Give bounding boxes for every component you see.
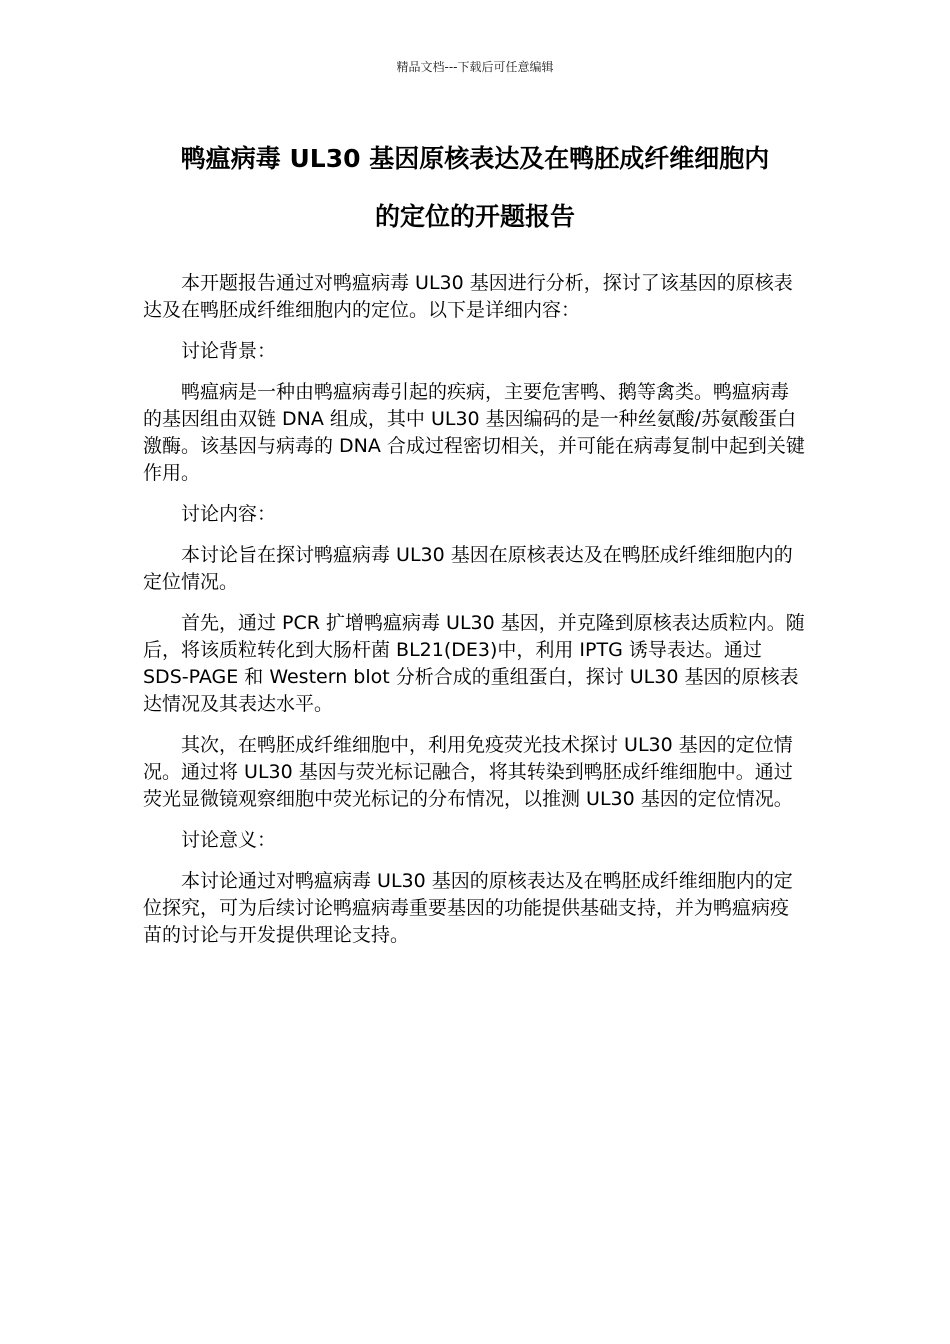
title-line-2: 的定位的开题报告 (374, 202, 575, 231)
section-heading-significance: 讨论意义： (181, 829, 277, 851)
content-paragraph-1: 本讨论旨在探讨鸭瘟病毒 UL30 基因在原核表达及在鸭胚成纤维细胞内的定位情况。 (143, 544, 793, 593)
content-paragraph-3: 其次，在鸭胚成纤维细胞中，利用免疫荧光技术探讨 UL30 基因的定位情况。通过将 UL30 基因与荧光标记融合，将其转染到鸭胚成纤维细胞中。通过荧光显微镜观察细胞中荧光标记的分布情况，以推测 UL30 基因的定位情况。 (143, 734, 793, 810)
title-line-1: 鸭瘟病毒 UL30 基因原核表达及在鸭胚成纤维细胞内 (180, 144, 770, 173)
document-title (120, 130, 830, 246)
background-paragraph: 鸭瘟病是一种由鸭瘟病毒引起的疾病，主要危害鸭、鹅等禽类。鸭瘟病毒的基因组由双链 DNA 组成，其中 UL30 基因编码的是一种丝氨酸/苏氨酸蛋白激酶。该基因与病毒的 DNA 合成过程密切相关，并可能在病毒复制中起到关键作用。 (143, 381, 805, 484)
significance-paragraph: 本讨论通过对鸭瘟病毒 UL30 基因的原核表达及在鸭胚成纤维细胞内的定位探究，可为后续讨论鸭瘟病毒重要基因的功能提供基础支持，并为鸭瘟病疫苗的讨论与开发提供理论支持。 (143, 870, 793, 946)
section-heading-background: 讨论背景： (181, 340, 277, 362)
header-note: 精品文档---下载后可任意编辑 (396, 60, 554, 74)
section-heading-content: 讨论内容： (181, 503, 277, 525)
content-paragraph-2: 首先，通过 PCR 扩增鸭瘟病毒 UL30 基因，并克隆到原核表达质粒内。随后，将该质粒转化到大肠杆菌 BL21(DE3)中，利用 IPTG 诱导表达。通过 SDS-PAGE 和 Western blot 分析合成的重组蛋白，探讨 UL30 基因的原核表达情况及其表达水平。 (143, 612, 805, 715)
document-body (143, 270, 807, 963)
intro-paragraph: 本开题报告通过对鸭瘟病毒 UL30 基因进行分析，探讨了该基因的原核表达及在鸭胚成纤维细胞内的定位。以下是详细内容： (143, 272, 793, 321)
